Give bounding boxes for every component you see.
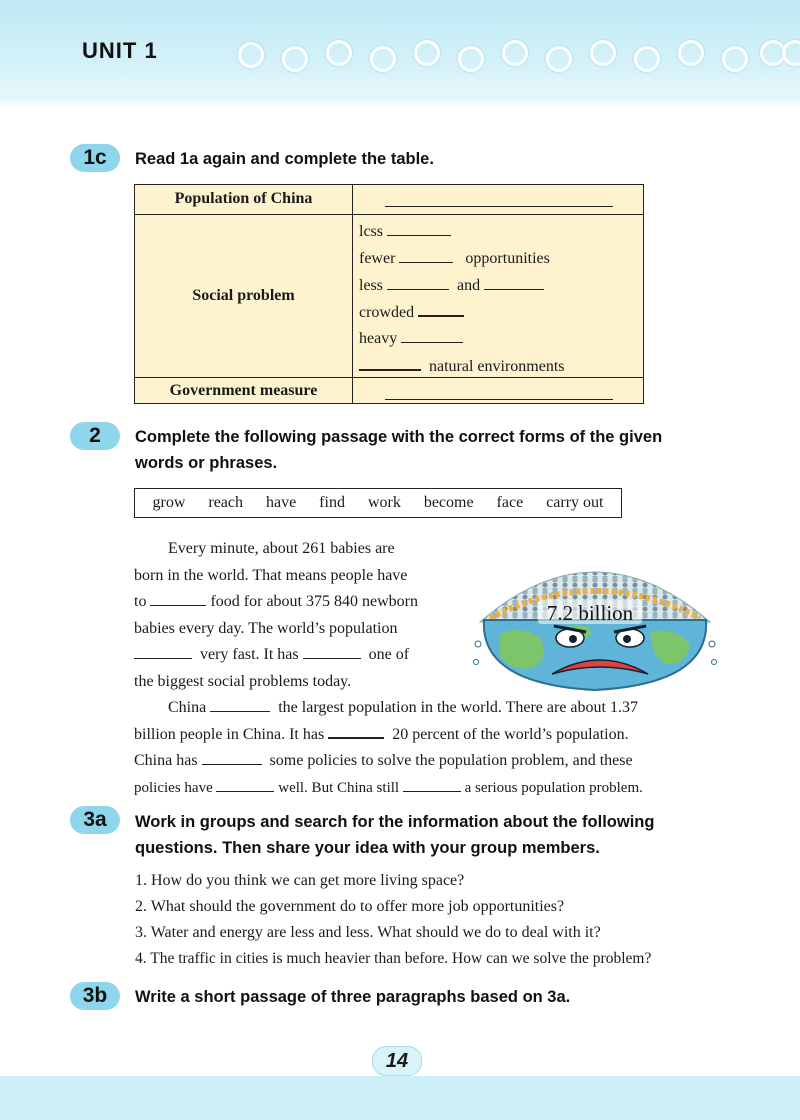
word: grow (152, 494, 186, 511)
word-bank (134, 488, 622, 518)
decorative-circles (236, 36, 800, 76)
row-label-population: Population of China (174, 190, 313, 207)
page-number: 14 (372, 1046, 422, 1076)
instruction-2: Complete the following passage with the correct forms of the given words or phrases. (135, 428, 663, 472)
blank[interactable] (303, 643, 361, 659)
instruction-1c: Read 1a again and complete the table. (135, 150, 434, 168)
footer-band (0, 1076, 800, 1120)
word: find (319, 494, 345, 511)
badge-2: 2 (70, 422, 120, 450)
problem-item-3: less and (359, 275, 544, 295)
badge-3b: 3b (70, 982, 120, 1010)
word: carry out (546, 494, 604, 511)
blank[interactable] (210, 696, 270, 712)
instruction-3a: Work in groups and search for the information about the following questions. Then share your idea with your group members. (135, 813, 655, 857)
word: have (265, 494, 297, 511)
instruction-3b: Write a short passage of three paragraphs based on 3a. (135, 988, 571, 1006)
problem-item-5: heavy (359, 328, 463, 348)
question-3: 3. Water and energy are less and less. What should we do to deal with it? (135, 924, 601, 941)
passage-paragraph-1: Every minute, about 261 babies are born in the world. That means people have to food for about 375 840 newborn babies every day. The world’s population very fast. It has one of the biggest social problems today. (134, 540, 418, 690)
question-2: 2. What should the government do to offer more job opportunities? (135, 898, 565, 915)
problem-item-2: fewer opportunities (359, 250, 550, 267)
blank[interactable] (401, 328, 463, 343)
word: become (423, 494, 474, 511)
blank[interactable] (418, 301, 464, 317)
problem-item-6: natural environments (359, 355, 565, 375)
word: face (496, 494, 524, 511)
problem-item-1: lcss (359, 221, 451, 241)
row-label-government-measure: Government measure (169, 382, 318, 399)
population-label: 7.2 billion (546, 601, 634, 625)
blank[interactable] (150, 590, 206, 606)
blank[interactable] (387, 221, 451, 236)
blank[interactable] (216, 776, 274, 792)
badge-1c: 1c (70, 144, 120, 172)
question-1: 1. How do you think we can get more living space? (135, 872, 465, 889)
completion-table (134, 184, 644, 404)
unit-title: UNIT 1 (82, 38, 158, 63)
blank-population[interactable] (385, 206, 613, 207)
blank-government-measure[interactable] (385, 399, 613, 400)
badge-3a: 3a (70, 806, 120, 834)
question-4: 4. The traffic in cities is much heavier than before. How can we solve the problem? (135, 950, 652, 967)
blank[interactable] (359, 355, 421, 371)
passage-paragraph-2: China the largest population in the world. There are about 1.37 billion people in China. It has 20 percent of the world’s population. China has some policies to solve the population problem, and these policies have well. But China still a serious population problem. (134, 695, 710, 801)
word: reach (208, 494, 243, 511)
blank[interactable] (403, 776, 461, 792)
blank[interactable] (134, 643, 192, 659)
blank[interactable] (399, 248, 453, 263)
blank[interactable] (328, 722, 384, 739)
word: work (367, 494, 401, 511)
overpopulated-earth-illustration (470, 534, 720, 694)
blank[interactable] (202, 749, 262, 765)
blank[interactable] (387, 275, 449, 290)
problem-item-4: crowded (359, 301, 464, 321)
blank[interactable] (484, 275, 544, 290)
row-label-social-problem: Social problem (192, 287, 295, 304)
